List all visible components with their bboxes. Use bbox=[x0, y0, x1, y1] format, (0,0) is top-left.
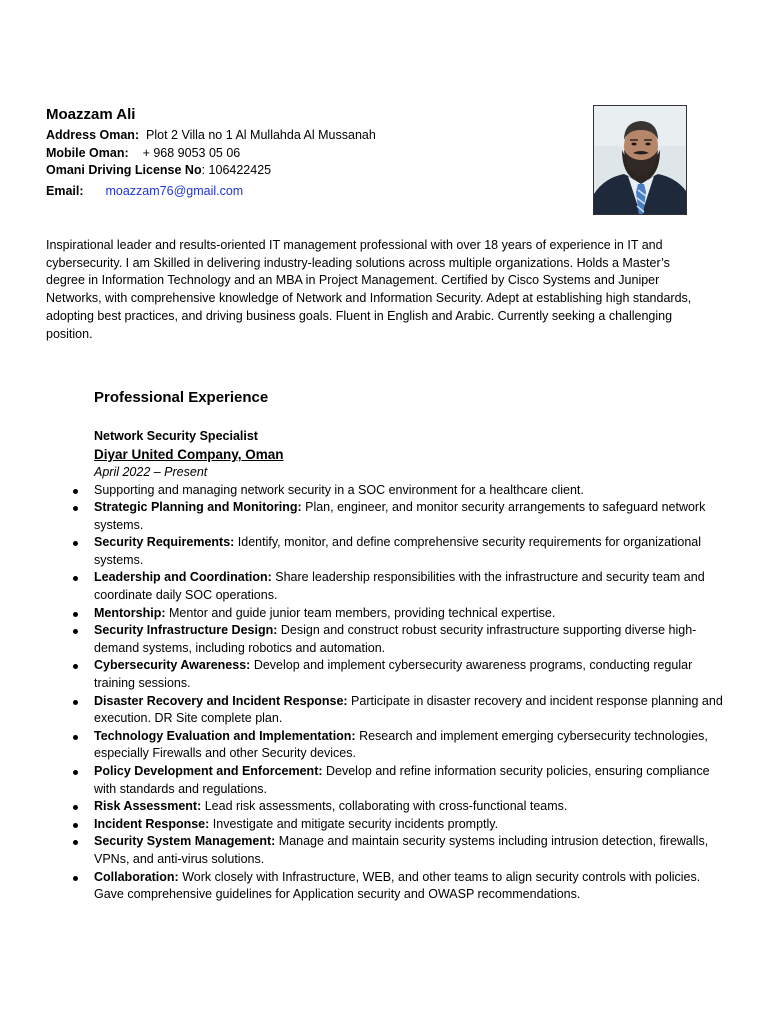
mobile-line bbox=[46, 145, 566, 163]
section-title: Professional Experience bbox=[94, 389, 269, 406]
email-line bbox=[46, 183, 566, 201]
list-item: Risk Assessment: Lead risk assessments, collaborating with cross-functional teams. bbox=[94, 798, 724, 816]
candidate-name: Moazzam Ali bbox=[46, 106, 136, 123]
email-label: Email: bbox=[46, 183, 84, 198]
address-line bbox=[46, 127, 566, 145]
address-label: Address Oman: bbox=[46, 128, 140, 142]
experience-section bbox=[94, 388, 724, 904]
list-item: Security Infrastructure Design: Design and construct robust security infrastructure supporting diverse high-demand systems, including robotics and automation. bbox=[94, 622, 724, 657]
job-dates: April 2022 – Present bbox=[94, 465, 208, 479]
profile-photo-image bbox=[594, 106, 687, 215]
profile-photo bbox=[593, 105, 687, 215]
list-item: Leadership and Coordination: Share leadership responsibilities with the infrastructure and security team and coordinate daily SOC operations. bbox=[94, 569, 724, 604]
list-item: Security Requirements: Identify, monitor, and define comprehensive security requirements for organizational systems. bbox=[94, 534, 724, 569]
mobile-label: Mobile Oman: bbox=[46, 145, 129, 160]
license-line bbox=[46, 162, 566, 180]
list-item: Cybersecurity Awareness: Develop and implement cybersecurity awareness programs, conducting regular training sessions. bbox=[94, 657, 724, 692]
list-item: Incident Response: Investigate and mitigate security incidents promptly. bbox=[94, 816, 724, 834]
list-item: Technology Evaluation and Implementation: Research and implement emerging cybersecurity technologies, especially Firewalls and other Security devices. bbox=[94, 728, 724, 763]
list-item: Supporting and managing network security in a SOC environment for a healthcare client. bbox=[94, 482, 724, 500]
list-item: Disaster Recovery and Incident Response: Participate in disaster recovery and incident response planning and execution. DR Site complete plan. bbox=[94, 693, 724, 728]
license-label: Omani Driving License No bbox=[46, 163, 202, 177]
responsibility-list bbox=[94, 482, 724, 904]
address-value: Plot 2 Villa no 1 Al Mullahda Al Mussanah bbox=[146, 128, 376, 142]
job-entry bbox=[94, 427, 724, 904]
list-item: Collaboration: Work closely with Infrastructure, WEB, and other teams to align security controls with policies. Gave comprehensive guidelines for Application security and OWASP recommendations. bbox=[94, 869, 724, 904]
mobile-value: + 968 9053 05 06 bbox=[142, 145, 241, 160]
list-item: Mentorship: Mentor and guide junior team members, providing technical expertise. bbox=[94, 605, 724, 623]
professional-summary: Inspirational leader and results-oriented IT management professional with over 18 years of experience in IT and cybersecurity. I am Skilled in delivering industry-leading solutions across multiple organizations. Holds a Master’s degree in Information Technology and an MBA in Project Management. Certified by Cisco Systems and Juniper Networks, with comprehensive knowledge of Network and Information Security. Adept at establishing high standards, adopting best practices, and driving business goals. Fluent in English and Arabic. Currently seeking a challenging position. bbox=[46, 238, 692, 341]
contact-header bbox=[46, 106, 566, 200]
job-title: Network Security Specialist bbox=[94, 429, 258, 443]
license-value: : 106422425 bbox=[201, 163, 272, 177]
list-item: Policy Development and Enforcement: Develop and refine information security policies, ensuring compliance with standards and regulations. bbox=[94, 763, 724, 798]
list-item: Strategic Planning and Monitoring: Plan, engineer, and monitor security arrangements to safeguard network systems. bbox=[94, 499, 724, 534]
company-name: Diyar United Company, Oman bbox=[94, 447, 284, 462]
email-link[interactable]: moazzam76@gmail.com bbox=[105, 183, 244, 198]
list-item: Security System Management: Manage and maintain security systems including intrusion detection, firewalls, VPNs, and anti-virus solutions. bbox=[94, 833, 724, 868]
